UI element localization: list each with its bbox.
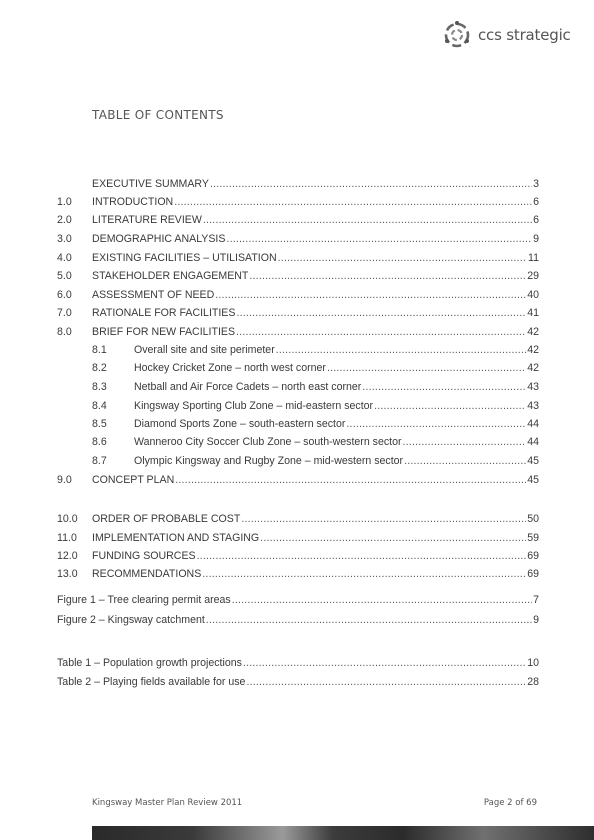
dot-leader — [236, 307, 526, 319]
table-entry[interactable] — [57, 657, 539, 671]
entry-page-number: 6 — [533, 214, 539, 226]
toc-entry[interactable] — [57, 307, 539, 321]
entry-label: Figure 2 – Kingsway catchment — [57, 614, 205, 626]
table-entry[interactable] — [57, 676, 539, 690]
entry-label: Netball and Air Force Cadets – north east corner — [134, 381, 362, 393]
entry-label: RATIONALE FOR FACILITIES — [92, 307, 236, 319]
entry-page-number: 9 — [533, 614, 539, 626]
toc-entry[interactable] — [57, 400, 539, 414]
entry-number: 8.7 — [92, 455, 107, 467]
entry-label: IMPLEMENTATION AND STAGING — [92, 532, 260, 544]
entry-page-number: 10 — [527, 657, 539, 669]
toc-entry[interactable] — [57, 474, 539, 488]
figure-entry[interactable] — [57, 614, 539, 628]
entry-number: 10.0 — [57, 513, 78, 525]
entry-page-number: 42 — [527, 362, 539, 374]
toc-entry[interactable] — [57, 418, 539, 432]
figure-entry[interactable] — [57, 594, 539, 608]
entry-number: 8.0 — [57, 326, 72, 338]
entry-number: 12.0 — [57, 550, 78, 562]
entry-page-number: 28 — [527, 676, 539, 688]
entry-number: 11.0 — [57, 532, 77, 544]
dot-leader — [174, 196, 532, 208]
entry-label: Figure 1 – Tree clearing permit areas — [57, 594, 231, 606]
toc-entry[interactable] — [57, 214, 539, 228]
toc-entry[interactable] — [57, 344, 539, 358]
entry-number: 8.3 — [92, 381, 107, 393]
entry-label: Diamond Sports Zone – south-eastern sector — [134, 418, 346, 430]
dot-leader — [403, 436, 527, 448]
entry-page-number: 45 — [527, 455, 539, 467]
dot-leader — [197, 550, 527, 562]
dot-leader — [236, 326, 526, 338]
entry-label: Table 1 – Population growth projections — [57, 657, 242, 669]
entry-number: 8.1 — [92, 344, 107, 356]
dot-leader — [206, 614, 532, 626]
entry-page-number: 40 — [527, 289, 539, 301]
toc-entry[interactable] — [57, 233, 539, 247]
ccs-logo-icon — [442, 20, 472, 50]
entry-page-number: 69 — [527, 568, 539, 580]
entry-label: Table 2 – Playing fields available for use — [57, 676, 246, 688]
dot-leader — [232, 594, 532, 606]
entry-page-number: 50 — [527, 513, 539, 525]
entry-number: 8.5 — [92, 418, 107, 430]
entry-page-number: 29 — [527, 270, 539, 282]
dot-leader — [346, 418, 526, 430]
entry-page-number: 9 — [533, 233, 539, 245]
entry-label: Kingsway Sporting Club Zone – mid-eastern sector — [134, 400, 374, 412]
entry-number: 2.0 — [57, 214, 72, 226]
entry-number: 7.0 — [57, 307, 72, 319]
entry-label: Overall site and site perimeter — [134, 344, 275, 356]
toc-entry[interactable] — [57, 252, 539, 266]
entry-page-number: 41 — [527, 307, 539, 319]
toc-entry[interactable] — [57, 326, 539, 340]
entry-number: 9.0 — [57, 474, 72, 486]
dot-leader — [276, 344, 526, 356]
entry-number: 8.4 — [92, 400, 107, 412]
entry-label: LITERATURE REVIEW — [92, 214, 202, 226]
toc-entry[interactable] — [57, 532, 539, 546]
toc-entry[interactable] — [57, 196, 539, 210]
entry-page-number: 3 — [533, 178, 539, 190]
entry-number: 8.2 — [92, 362, 107, 374]
entry-page-number: 44 — [527, 436, 539, 448]
dot-leader — [175, 474, 526, 486]
entry-number: 8.6 — [92, 436, 107, 448]
entry-label: ASSESSMENT OF NEED — [92, 289, 215, 301]
dot-leader — [226, 233, 532, 245]
dot-leader — [243, 657, 526, 669]
dot-leader — [374, 400, 526, 412]
toc-entry[interactable] — [57, 550, 539, 564]
dot-leader — [246, 676, 526, 688]
entry-page-number: 59 — [527, 532, 539, 544]
entry-page-number: 6 — [533, 196, 539, 208]
toc-entry[interactable] — [57, 381, 539, 395]
footer-page-number: Page 2 of 69 — [483, 798, 537, 808]
entry-page-number: 43 — [527, 381, 539, 393]
toc-entry[interactable] — [57, 178, 539, 192]
toc-entry[interactable] — [57, 568, 539, 582]
dot-leader — [362, 381, 526, 393]
entry-page-number: 44 — [527, 418, 539, 430]
dot-leader — [404, 455, 526, 467]
brand-name: ccs strategic — [478, 26, 571, 44]
entry-page-number: 11 — [528, 252, 539, 264]
entry-number: 4.0 — [57, 252, 72, 264]
entry-number: 3.0 — [57, 233, 72, 245]
entry-page-number: 42 — [527, 326, 539, 338]
entry-label: EXISTING FACILITIES – UTILISATION — [92, 252, 277, 264]
toc-entry[interactable] — [57, 289, 539, 303]
entry-page-number: 42 — [527, 344, 539, 356]
toc-entry[interactable] — [57, 362, 539, 376]
entry-label: BRIEF FOR NEW FACILITIES — [92, 326, 236, 338]
entry-label: Olympic Kingsway and Rugby Zone – mid-western sector — [134, 455, 404, 467]
entry-page-number: 69 — [527, 550, 539, 562]
brand-logo — [442, 18, 572, 52]
dot-leader — [202, 568, 526, 580]
entry-label: FUNDING SOURCES — [92, 550, 196, 562]
entry-label: RECOMMENDATIONS — [92, 568, 202, 580]
dot-leader — [215, 289, 526, 301]
entry-number: 5.0 — [57, 270, 72, 282]
dot-leader — [260, 532, 526, 544]
entry-number: 1.0 — [57, 196, 72, 208]
dot-leader — [249, 270, 526, 282]
footer-document-title: Kingsway Master Plan Review 2011 — [92, 798, 243, 808]
toc-entry[interactable] — [57, 513, 539, 527]
toc-entry[interactable] — [57, 270, 539, 284]
entry-label: CONCEPT PLAN — [92, 474, 175, 486]
dot-leader — [327, 362, 526, 374]
entry-label: INTRODUCTION — [92, 196, 174, 208]
entry-label: Hockey Cricket Zone – north west corner — [134, 362, 326, 374]
footer-decorative-band — [92, 826, 594, 840]
dot-leader — [203, 214, 532, 226]
entry-page-number: 45 — [527, 474, 539, 486]
entry-page-number: 7 — [533, 594, 539, 606]
page-title: TABLE OF CONTENTS — [92, 108, 224, 122]
entry-number: 13.0 — [57, 568, 78, 580]
entry-label: EXECUTIVE SUMMARY — [92, 178, 209, 190]
entry-number: 6.0 — [57, 289, 72, 301]
entry-page-number: 43 — [527, 400, 539, 412]
entry-label: Wanneroo City Soccer Club Zone – south-western sector — [134, 436, 402, 448]
toc-entry[interactable] — [57, 436, 539, 450]
dot-leader — [278, 252, 527, 264]
entry-label: ORDER OF PROBABLE COST — [92, 513, 241, 525]
entry-label: STAKEHOLDER ENGAGEMENT — [92, 270, 249, 282]
entry-label: DEMOGRAPHIC ANALYSIS — [92, 233, 226, 245]
dot-leader — [241, 513, 526, 525]
dot-leader — [210, 178, 532, 190]
toc-entry[interactable] — [57, 455, 539, 469]
